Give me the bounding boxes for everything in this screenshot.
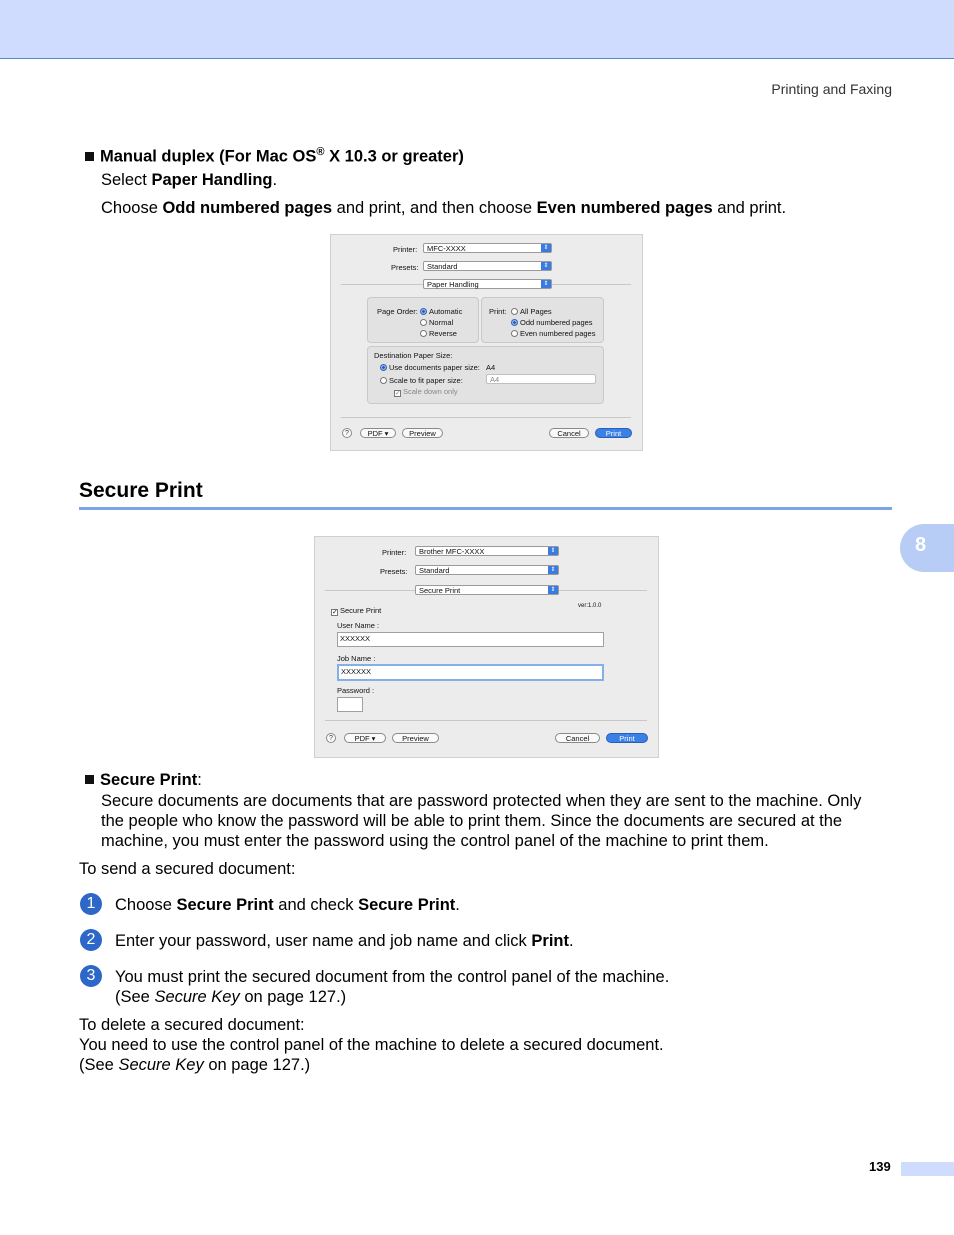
scale-size-select[interactable]: A4: [486, 374, 596, 384]
secure-print-checkbox[interactable]: ✓ Secure Print: [332, 606, 382, 616]
duplex-heading: Manual duplex (For Mac OS® X 10.3 or greater): [85, 142, 464, 167]
running-header: Printing and Faxing: [771, 81, 892, 97]
duplex-step2: Choose Odd numbered pages and print, and then choose Even numbered pages and print.: [101, 199, 787, 217]
duplex-step1: Select Paper Handling.: [101, 171, 278, 189]
print-odd-radio[interactable]: Odd numbered pages: [511, 318, 593, 327]
page-number: 139: [869, 1159, 891, 1174]
chevron-updown-icon: ⇕: [548, 547, 558, 555]
password-input[interactable]: [337, 697, 363, 712]
print-button[interactable]: Print: [595, 428, 632, 438]
step-2: Enter your password, user name and job name and click Print.: [115, 932, 574, 950]
use-doc-size-radio[interactable]: Use documents paper size:: [380, 363, 480, 372]
step-number: 3: [80, 965, 102, 987]
chevron-updown-icon: ⇕: [548, 566, 558, 574]
help-icon[interactable]: ?: [342, 428, 352, 438]
delete-section: To delete a secured document: You need to use the control panel of the machine to delete a secured document. (See Secure Key on page 127.): [79, 1016, 664, 1074]
chevron-updown-icon: ⇕: [541, 280, 551, 288]
panel-select[interactable]: Paper Handling ⇕: [423, 279, 552, 289]
panel-select[interactable]: Secure Print ⇕: [415, 585, 559, 595]
scale-to-fit-radio[interactable]: Scale to fit paper size:: [380, 376, 463, 385]
job-name-input[interactable]: XXXXXX: [337, 664, 604, 681]
presets-select[interactable]: Standard ⇕: [415, 565, 559, 575]
chapter-tab: 8: [900, 524, 954, 572]
presets-select[interactable]: Standard ⇕: [423, 261, 552, 271]
section-title: Secure Print: [79, 479, 203, 502]
cancel-button[interactable]: Cancel: [555, 733, 600, 743]
bullet-square-icon: [85, 152, 94, 161]
step-number: 1: [80, 893, 102, 915]
printer-select[interactable]: Brother MFC-XXXX ⇕: [415, 546, 559, 556]
chevron-updown-icon: ⇕: [548, 586, 558, 594]
print-even-radio[interactable]: Even numbered pages: [511, 329, 595, 338]
section-rule: [79, 507, 892, 510]
footer-bar: [901, 1162, 954, 1176]
printer-select[interactable]: MFC-XXXX ⇕: [423, 243, 552, 253]
order-normal-radio[interactable]: Normal: [420, 318, 453, 327]
header-band: [0, 0, 954, 59]
order-reverse-radio[interactable]: Reverse: [420, 329, 457, 338]
chevron-updown-icon: ⇕: [541, 244, 551, 252]
cancel-button[interactable]: Cancel: [549, 428, 589, 438]
send-intro: To send a secured document:: [79, 860, 296, 878]
preview-button[interactable]: Preview: [392, 733, 439, 743]
order-automatic-radio[interactable]: Automatic: [420, 307, 462, 316]
user-name-input[interactable]: XXXXXX: [337, 632, 604, 647]
step-3: You must print the secured document from the control panel of the machine. (See Secure Key on page 127.): [115, 968, 670, 1006]
paper-handling-dialog: Printer: MFC-XXXX ⇕ Presets: Standard ⇕ Paper Handling ⇕ Page Order: Automatic Normal Reverse Print: All Pages Odd numbered pages Even numbered pages Destination Paper Size: Use documents paper size: A4 Scale to fit paper size: A4 ✓ Scale down only ? PDF ▾ Preview Cancel Print: [330, 234, 643, 451]
chevron-updown-icon: ⇕: [541, 262, 551, 270]
bullet-square-icon: [85, 775, 94, 784]
secure-description: Secure documents are documents that are password protected when they are sent to the machine. Only the people who know the password will be able to print them. Since the documents are secured at the machine, you must enter the password using the control panel of the machine to print them.: [101, 792, 862, 850]
print-button[interactable]: Print: [606, 733, 648, 743]
print-all-radio[interactable]: All Pages: [511, 307, 552, 316]
step-1: Choose Secure Print and check Secure Print.: [115, 896, 460, 914]
step-number: 2: [80, 929, 102, 951]
pdf-button[interactable]: PDF ▾: [360, 428, 396, 438]
preview-button[interactable]: Preview: [402, 428, 443, 438]
pdf-button[interactable]: PDF ▾: [344, 733, 386, 743]
scale-down-checkbox[interactable]: ✓ Scale down only: [395, 387, 458, 397]
secure-bullet: Secure Print:: [85, 770, 202, 790]
help-icon[interactable]: ?: [326, 733, 336, 743]
secure-print-dialog: Printer: Brother MFC-XXXX ⇕ Presets: Standard ⇕ Secure Print ⇕ ✓ Secure Print ver:1.0.0 User Name : XXXXXX Job Name : XXXXXX Password : ? PDF ▾ Preview Cancel Print: [314, 536, 659, 758]
